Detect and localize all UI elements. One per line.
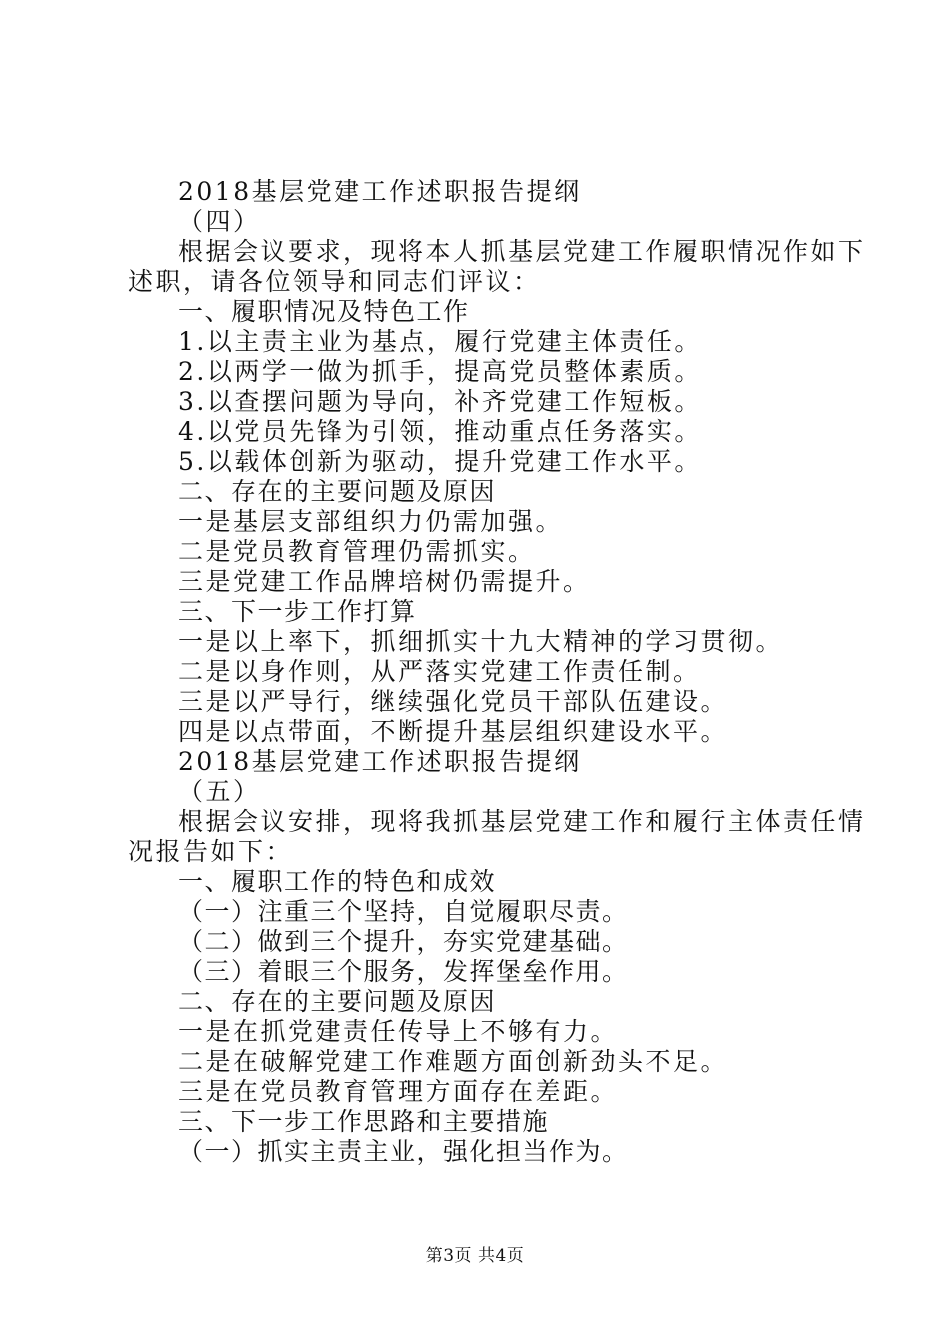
doc-title: 2018基层党建工作述职报告提纲	[178, 747, 582, 776]
doc-subtitle: （五）	[178, 777, 261, 806]
list-item: 一是以上率下，抓细抓实十九大精神的学习贯彻。	[178, 627, 784, 656]
subsection-item: （二）做到三个提升，夯实党建基础。	[178, 927, 629, 956]
section-heading: 一、履职情况及特色工作	[178, 297, 470, 326]
section-heading: 一、履职工作的特色和成效	[178, 867, 497, 896]
list-item: 二是以身作则，从严落实党建工作责任制。	[178, 657, 701, 686]
list-item: 4.以党员先锋为引领，推动重点任务落实。	[178, 417, 702, 446]
list-item: 四是以点带面，不断提升基层组织建设水平。	[178, 717, 729, 746]
list-item: 三是党建工作品牌培树仍需提升。	[178, 567, 591, 596]
list-item: 3.以查摆问题为导向，补齐党建工作短板。	[178, 387, 702, 416]
list-item: 2.以两学一做为抓手，提高党员整体素质。	[178, 357, 702, 386]
list-item: 二是党员教育管理仍需抓实。	[178, 537, 536, 566]
doc-subtitle: （四）	[178, 207, 261, 236]
list-item: 1.以主责主业为基点，履行党建主体责任。	[178, 327, 702, 356]
section-heading: 二、存在的主要问题及原因	[178, 987, 497, 1016]
list-item: 5.以载体创新为驱动，提升党建工作水平。	[178, 447, 702, 476]
section-heading: 三、下一步工作打算	[178, 597, 417, 626]
paragraph-line: 况报告如下：	[128, 837, 294, 866]
subsection-item: （一）抓实主责主业，强化担当作为。	[178, 1137, 629, 1166]
paragraph-line: 述职，请各位领导和同志们评议：	[128, 267, 541, 296]
subsection-item: （一）注重三个坚持，自觉履职尽责。	[178, 897, 629, 926]
list-item: 一是基层支部组织力仍需加强。	[178, 507, 564, 536]
doc-title: 2018基层党建工作述职报告提纲	[178, 177, 582, 206]
list-item: 一是在抓党建责任传导上不够有力。	[178, 1017, 619, 1046]
list-item: 三是以严导行，继续强化党员干部队伍建设。	[178, 687, 729, 716]
section-heading: 三、下一步工作思路和主要措施	[178, 1107, 550, 1136]
page-footer: 第3页 共4页	[425, 1246, 525, 1266]
section-heading: 二、存在的主要问题及原因	[178, 477, 497, 506]
subsection-item: （三）着眼三个服务，发挥堡垒作用。	[178, 957, 629, 986]
list-item: 三是在党员教育管理方面存在差距。	[178, 1077, 619, 1106]
list-item: 二是在破解党建工作难题方面创新劲头不足。	[178, 1047, 729, 1076]
paragraph-line: 根据会议安排，现将我抓基层党建工作和履行主体责任情	[178, 807, 866, 836]
paragraph-line: 根据会议要求，现将本人抓基层党建工作履职情况作如下	[178, 237, 866, 266]
